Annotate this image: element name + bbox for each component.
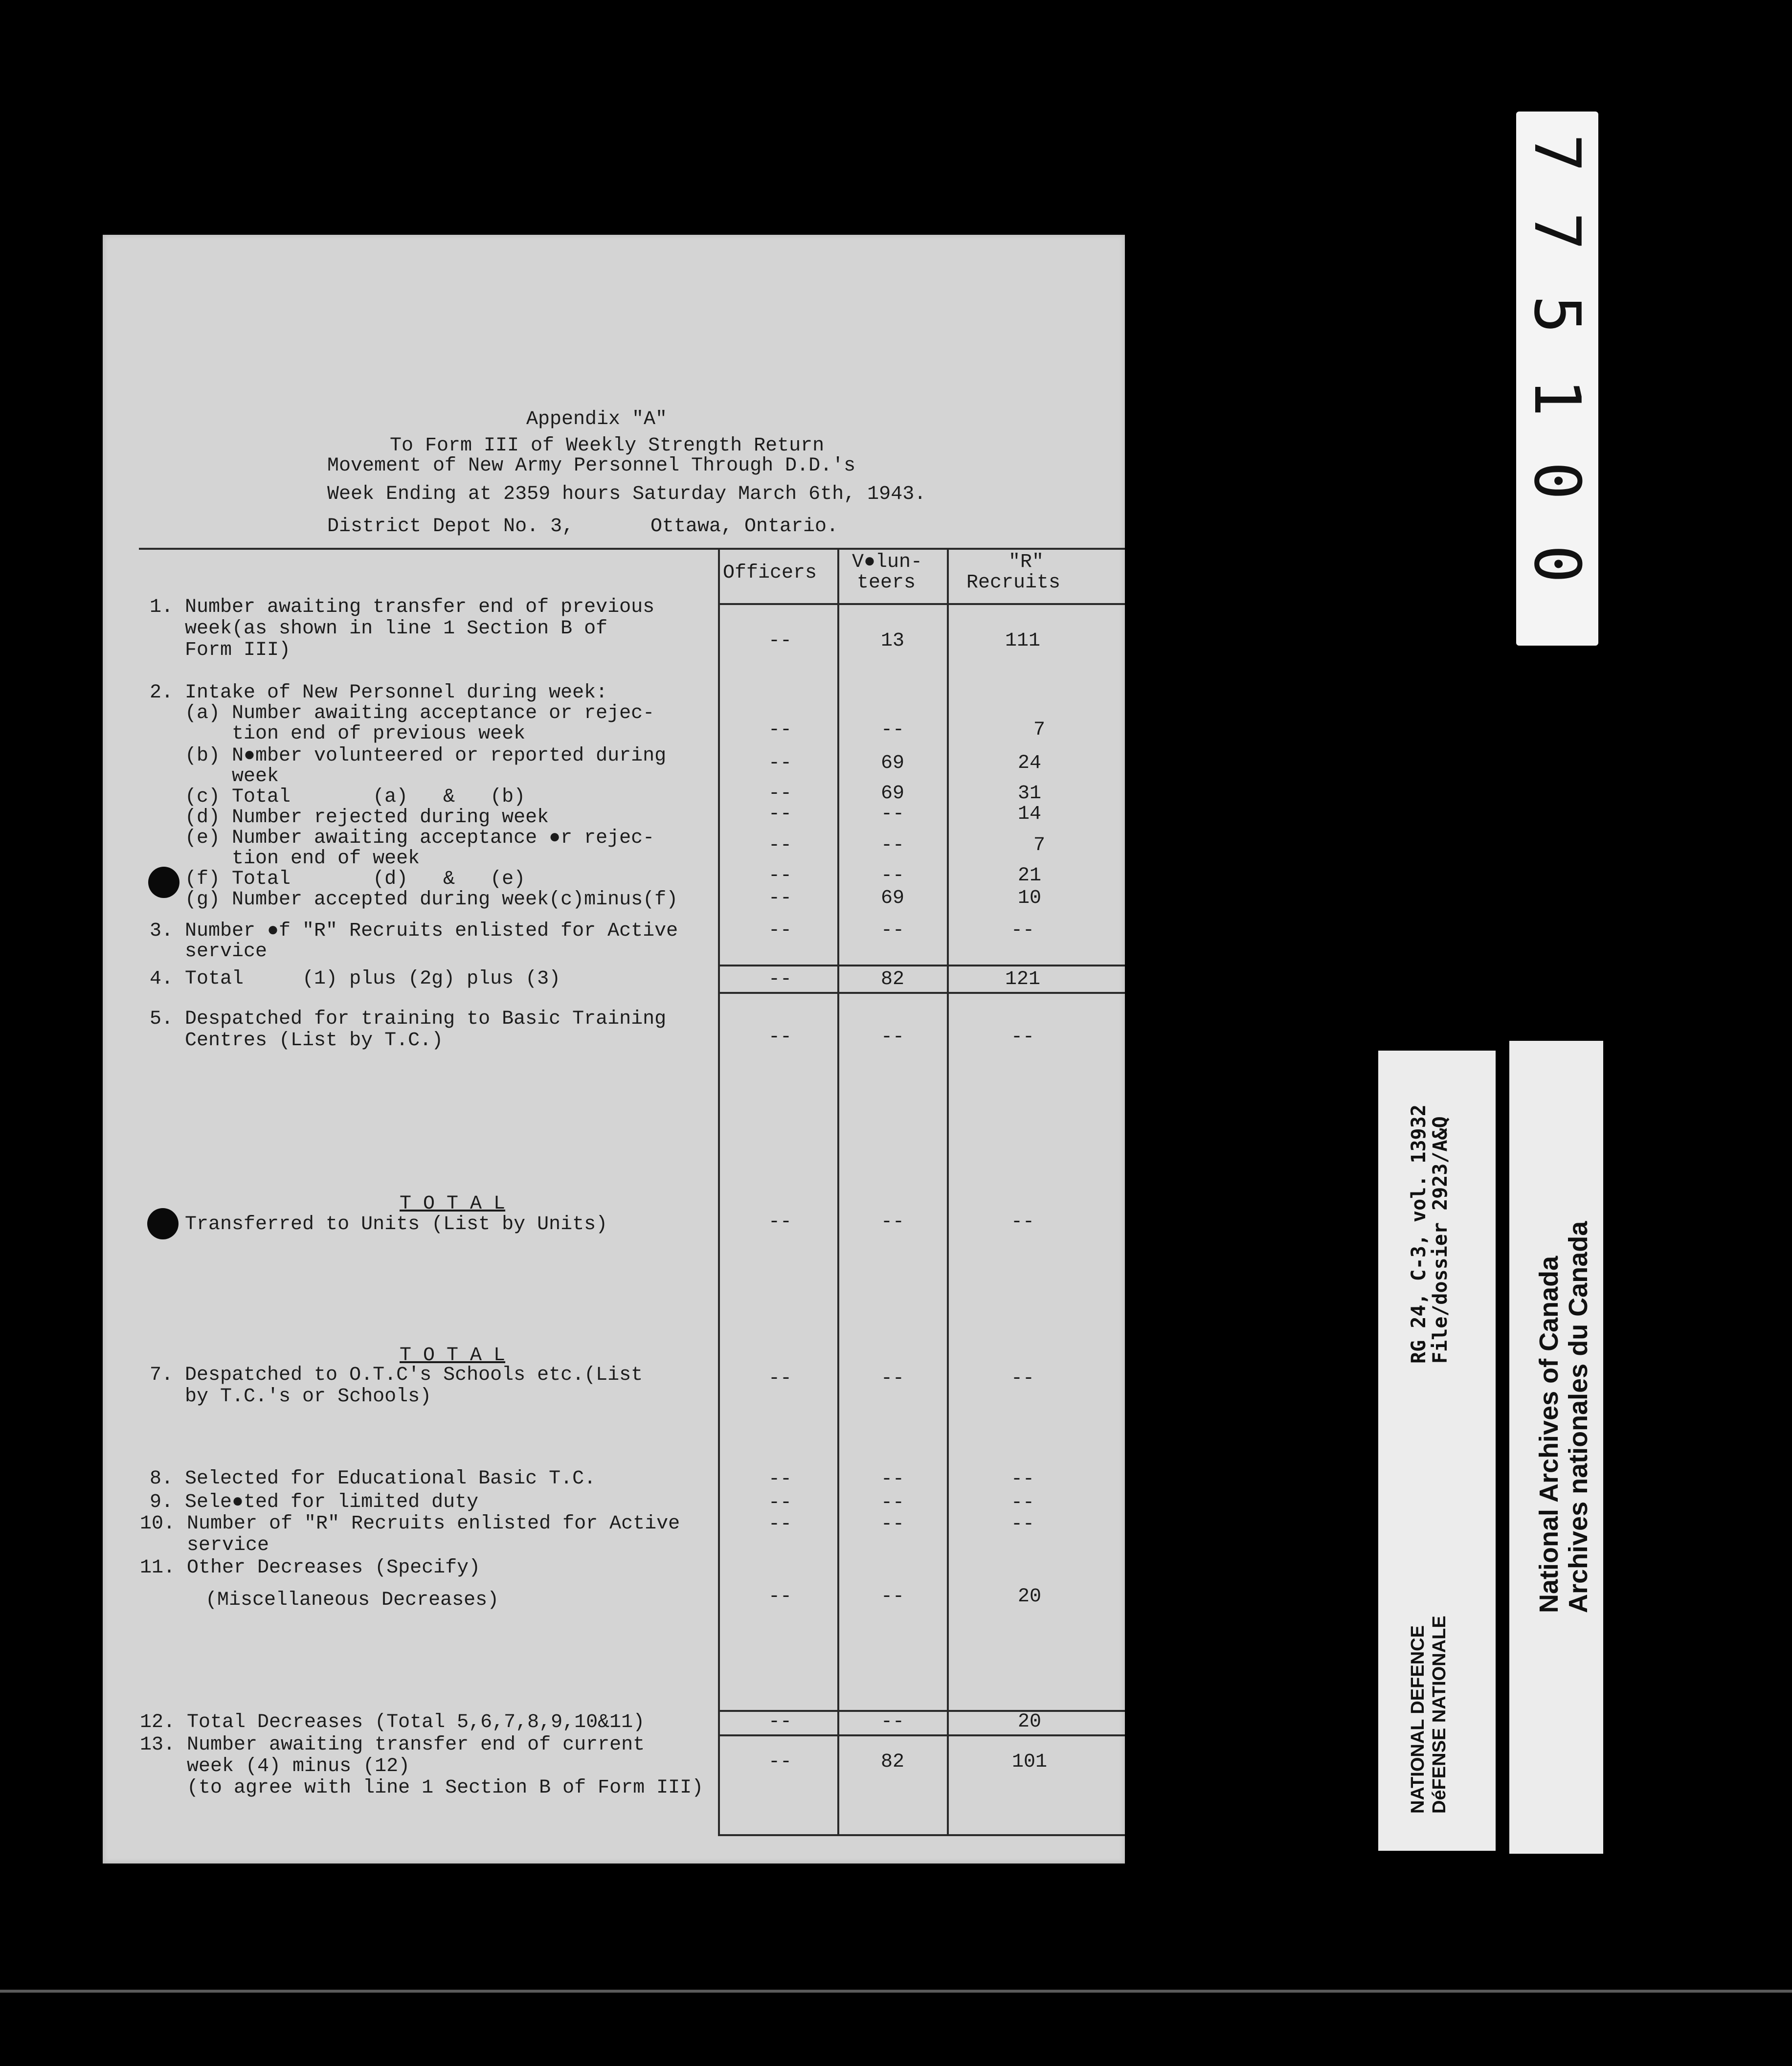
stamp-digit-1: 7	[1520, 134, 1594, 173]
row-2a-volunteers: --	[880, 719, 904, 741]
stamp-digit-4: 1	[1520, 378, 1594, 417]
row-1-volunteers: 13	[880, 630, 904, 652]
column-header-officers: Officers	[723, 562, 817, 584]
row-2g-officers: --	[768, 887, 792, 909]
row-5-recruits: --	[1010, 1026, 1034, 1048]
department-name-fr: DéFENSE NATIONALE	[1429, 1616, 1450, 1814]
column-divider-volunteers	[947, 548, 949, 1836]
row-8: 8. Selected for Educational Basic T.C.	[150, 1468, 596, 1490]
column-divider-left	[718, 548, 720, 1836]
frame-number-stamp	[1516, 112, 1598, 646]
row-2d: (d) Number rejected during week	[150, 807, 549, 829]
column-header-volunteers-2: teers	[857, 572, 916, 594]
stamp-digit-2: 7	[1520, 212, 1594, 251]
row-2b-line-b: week	[150, 765, 279, 787]
row-1-line-c: Form III)	[150, 639, 291, 661]
row-2g-recruits: 10	[1017, 887, 1041, 909]
row-13-volunteers: 82	[880, 1751, 904, 1773]
row-2e-line-a: (e) Number awaiting acceptance ●r rejec-	[150, 827, 655, 849]
row-3-volunteers: --	[880, 920, 904, 942]
archive-reference-1: RG 24, C-3, vol. 13932	[1408, 1104, 1430, 1364]
row-5-line-a: 5. Despatched for training to Basic Training	[150, 1008, 667, 1030]
row-10-line-b: service	[140, 1534, 269, 1556]
table-bottom-rule	[718, 1834, 1125, 1836]
row-6: Transferred to Units (List by Units)	[150, 1213, 608, 1235]
row-10-recruits: --	[1010, 1513, 1034, 1535]
row-2c-officers: --	[768, 783, 792, 805]
row-2-heading: 2. Intake of New Personnel during week:	[150, 682, 608, 704]
row-3-line-b: service	[150, 941, 268, 963]
film-edge-line	[0, 1990, 1792, 1993]
row-2f-officers: --	[768, 865, 792, 887]
row-8-volunteers: --	[880, 1468, 904, 1490]
row-11-volunteers: --	[880, 1586, 904, 1608]
row-2d-recruits: 14	[1017, 803, 1041, 825]
column-header-volunteers-1: V●lun-	[852, 551, 923, 573]
stamp-digit-5: 0	[1520, 461, 1594, 500]
row-3-recruits: --	[1010, 920, 1034, 942]
header-bottom-rule	[718, 603, 1125, 605]
row-2a-line-a: (a) Number awaiting acceptance or rejec-	[150, 702, 655, 724]
row-13-recruits: 101	[1011, 1751, 1047, 1773]
row-5-line-b: Centres (List by T.C.)	[150, 1030, 444, 1052]
document-page	[103, 235, 1125, 1864]
row-12-volunteers: --	[880, 1711, 904, 1733]
row-2c-volunteers: 69	[880, 783, 904, 805]
row-2b-recruits: 24	[1017, 752, 1041, 774]
total-line4-bottom-rule	[718, 992, 1125, 994]
row-7-recruits: --	[1010, 1368, 1034, 1390]
row-6-recruits: --	[1010, 1211, 1034, 1233]
row-3-officers: --	[768, 920, 792, 942]
row-7-officers: --	[768, 1368, 792, 1390]
row-6-officers: --	[768, 1211, 792, 1233]
archive-reference-card	[1378, 1051, 1496, 1851]
row-6-volunteers: --	[880, 1211, 904, 1233]
row-9-officers: --	[768, 1492, 792, 1514]
row-12-recruits: 20	[1017, 1711, 1041, 1733]
row-7-volunteers: --	[880, 1368, 904, 1390]
district-location: Ottawa, Ontario.	[650, 516, 839, 538]
row-2f-volunteers: --	[880, 865, 904, 887]
department-name-en: NATIONAL DEFENCE	[1408, 1625, 1428, 1814]
week-ending: Week Ending at 2359 hours Saturday March 6th, 1943.	[327, 483, 926, 505]
row-2a-line-b: tion end of previous week	[150, 723, 526, 745]
row-8-officers: --	[768, 1468, 792, 1490]
stamp-digit-3: 5	[1520, 295, 1594, 334]
row-2g-volunteers: 69	[880, 887, 904, 909]
row-13-officers: --	[768, 1751, 792, 1773]
row-4-officers: --	[768, 968, 792, 990]
archives-name-fr: Archives nationales du Canada	[1564, 1221, 1593, 1613]
table-top-rule	[139, 548, 1125, 550]
column-divider-officers	[837, 548, 839, 1836]
row-2a-recruits: 7	[1033, 719, 1045, 741]
column-header-recruits-2: Recruits	[966, 572, 1061, 594]
row-2f: (f) Total (d) & (e)	[150, 868, 526, 890]
row-9-recruits: --	[1010, 1492, 1034, 1514]
row-12-officers: --	[768, 1711, 792, 1733]
appendix-title: Appendix "A"	[526, 408, 668, 430]
archives-canada-card	[1509, 1041, 1603, 1854]
row-11: 11. Other Decreases (Specify)	[140, 1557, 481, 1579]
row-2b-officers: --	[768, 752, 792, 774]
archives-name-en: National Archives of Canada	[1534, 1256, 1564, 1613]
row-2c: (c) Total (a) & (b)	[150, 786, 526, 808]
column-header-recruits-1: "R"	[1008, 551, 1044, 573]
row-13-line-a: 13. Number awaiting transfer end of current	[140, 1734, 645, 1756]
movement-title: Movement of New Army Personnel Through D.D.'s	[327, 455, 856, 477]
row-13-line-b: week (4) minus (12)	[140, 1755, 410, 1777]
row-1-line-a: 1. Number awaiting transfer end of previous	[150, 596, 655, 618]
row-2f-recruits: 21	[1017, 865, 1041, 887]
row-2a-officers: --	[768, 719, 792, 741]
row-2e-volunteers: --	[880, 834, 904, 856]
row-1-officers: --	[768, 630, 792, 652]
row-2g: (g) Number accepted during week(c)minus(f)	[150, 889, 678, 911]
stamp-digit-6: 0	[1520, 544, 1594, 584]
row-11-detail: (Miscellaneous Decreases)	[205, 1589, 499, 1611]
district-depot: District Depot No. 3,	[327, 516, 574, 538]
row-13-line-c: (to agree with line 1 Section B of Form III)	[140, 1777, 704, 1799]
row-8-recruits: --	[1010, 1468, 1034, 1490]
row-2c-recruits: 31	[1017, 783, 1041, 805]
row-11-officers: --	[768, 1586, 792, 1608]
total-label-2: T O T A L	[400, 1345, 506, 1367]
row-2e-line-b: tion end of week	[150, 848, 420, 870]
row-2d-volunteers: --	[880, 803, 904, 825]
row-4: 4. Total (1) plus (2g) plus (3)	[150, 968, 561, 990]
row-10-volunteers: --	[880, 1513, 904, 1535]
row-4-volunteers: 82	[880, 968, 904, 990]
row-2e-officers: --	[768, 834, 792, 856]
row-7-line-a: 7. Despatched to O.T.C's Schools etc.(List	[150, 1364, 643, 1386]
row-2b-line-a: (b) N●mber volunteered or reported during	[150, 745, 667, 767]
row-10-line-a: 10. Number of "R" Recruits enlisted for Active	[140, 1513, 680, 1535]
row-10-officers: --	[768, 1513, 792, 1535]
row-5-volunteers: --	[880, 1026, 904, 1048]
row-5-officers: --	[768, 1026, 792, 1048]
row-4-recruits: 121	[1005, 968, 1040, 990]
row-2d-officers: --	[768, 803, 792, 825]
row-1-recruits: 111	[1005, 630, 1040, 652]
row-9-volunteers: --	[880, 1492, 904, 1514]
total-line12-bottom-rule	[718, 1734, 1125, 1736]
archive-reference-2: File/dossier 2923/A&Q	[1429, 1116, 1452, 1364]
row-3-line-a: 3. Number ●f "R" Recruits enlisted for Active	[150, 920, 678, 942]
row-1-line-b: week(as shown in line 1 Section B of	[150, 618, 608, 640]
total-label-1: T O T A L	[400, 1193, 506, 1215]
total-line4-top-rule	[718, 965, 1125, 966]
form-title: To Form III of Weekly Strength Return	[390, 435, 825, 457]
row-2e-recruits: 7	[1033, 834, 1045, 856]
row-2b-volunteers: 69	[880, 752, 904, 774]
row-9: 9. Sele●ted for limited duty	[150, 1491, 479, 1513]
row-12: 12. Total Decreases (Total 5,6,7,8,9,10&11)	[140, 1711, 645, 1733]
row-7-line-b: by T.C.'s or Schools)	[150, 1386, 432, 1408]
row-11-recruits: 20	[1017, 1586, 1041, 1608]
